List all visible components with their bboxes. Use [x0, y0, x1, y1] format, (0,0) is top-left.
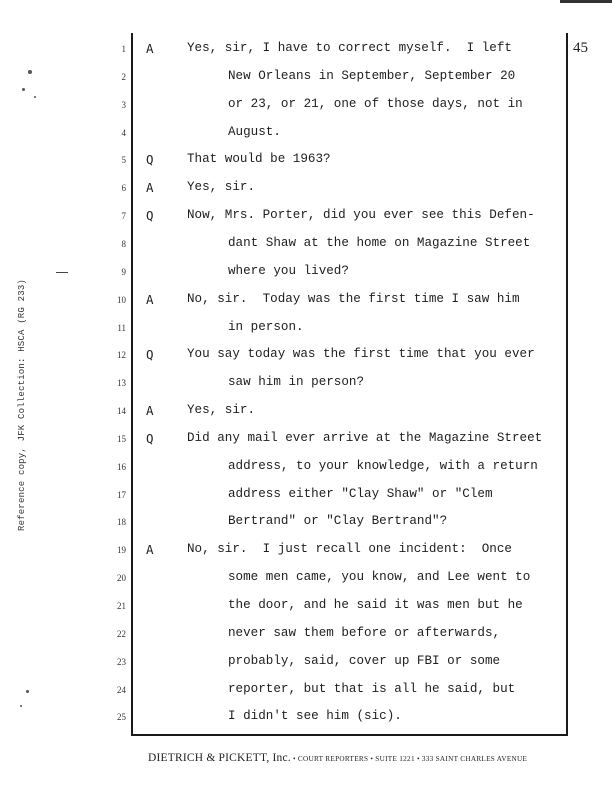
speaker-marker: A: [146, 41, 154, 56]
transcript-line: No, sir. I just recall one incident: Once: [187, 542, 512, 557]
line-number: 4: [121, 127, 126, 138]
line-number: 10: [117, 294, 126, 305]
transcript-line: That would be 1963?: [187, 152, 331, 167]
left-margin-rule: [131, 33, 133, 736]
line-number: 19: [117, 545, 126, 556]
transcript-line: Yes, sir.: [187, 180, 256, 195]
right-margin-rule: [566, 33, 568, 736]
line-number: 25: [117, 712, 126, 723]
transcript-line: Did any mail ever arrive at the Magazine Street: [187, 430, 543, 445]
line-number: 16: [117, 461, 126, 472]
transcript-line: in person.: [228, 319, 304, 334]
speaker-marker: A: [146, 291, 154, 307]
line-number: 11: [117, 322, 126, 333]
transcript-line: where you lived?: [228, 263, 349, 278]
page-number: 45: [573, 40, 588, 56]
line-number: 6: [121, 183, 126, 194]
transcript-line: Bertrand" or "Clay Bertrand"?: [228, 514, 448, 529]
transcript-line: dant Shaw at the home on Magazine Street: [228, 235, 531, 250]
transcript-line: probably, said, cover up FBI or some: [228, 653, 501, 668]
line-number: 9: [121, 266, 126, 277]
footer: [148, 748, 568, 766]
speaker-marker: Q: [146, 152, 154, 168]
transcript-line: or 23, or 21, one of those days, not in: [228, 96, 523, 111]
margin-speck: [28, 70, 32, 74]
transcript-line: saw him in person?: [228, 375, 365, 390]
line-number: 20: [117, 573, 126, 584]
transcript-line: Yes, sir, I have to correct myself. I left: [187, 41, 512, 55]
footer-details: • COURT REPORTERS • SUITE 1221 • 333 SAINT CHARLES AVENUE: [290, 755, 528, 763]
line-number: 7: [121, 211, 126, 222]
transcript-line: the door, and he said it was men but he: [228, 598, 523, 612]
margin-speck: [34, 96, 36, 98]
transcript-line: New Orleans in September, September 20: [228, 68, 516, 83]
top-edge-mark: [560, 0, 612, 3]
line-number: 12: [117, 350, 126, 361]
transcript-line: You say today was the first time that you ever: [187, 347, 535, 362]
line-number: 23: [117, 656, 126, 667]
line-number: 15: [117, 433, 126, 444]
transcript-line: I didn't see him (sic).: [228, 709, 402, 724]
line-number: 8: [121, 238, 126, 249]
bottom-rule: [131, 734, 568, 736]
speaker-marker: A: [146, 542, 154, 558]
side-archive-stamp: [8, 260, 36, 550]
transcript-line: address, to your knowledge, with a return: [228, 458, 538, 473]
line-number: 5: [121, 155, 126, 166]
margin-speck: [26, 690, 29, 693]
line-number: 24: [117, 684, 126, 695]
line-number: 22: [117, 628, 126, 639]
transcript-line: never saw them before or afterwards,: [228, 625, 501, 640]
transcript-line: address either "Clay Shaw" or "Clem: [228, 486, 493, 501]
line-number: 17: [117, 489, 126, 500]
speaker-marker: Q: [146, 208, 154, 224]
transcript-line: Yes, sir.: [187, 403, 256, 418]
speaker-marker: Q: [146, 347, 154, 363]
transcript-line: some men came, you know, and Lee went to: [228, 570, 531, 585]
speaker-marker: A: [146, 403, 154, 419]
margin-speck: [20, 705, 22, 707]
line-number: 2: [121, 71, 126, 82]
speaker-marker: A: [146, 180, 154, 196]
footer-firm: DIETRICH & PICKETT, Inc.: [148, 752, 291, 764]
transcript-line: No, sir. Today was the first time I saw him: [187, 291, 520, 306]
transcript-line: reporter, but that is all he said, but: [228, 681, 516, 696]
line-number: 1: [121, 44, 126, 54]
line-number: 21: [117, 601, 126, 611]
line-number: 3: [121, 99, 126, 110]
transcript-line: August.: [228, 124, 281, 139]
side-stamp-text: Reference copy, JFK Collection: HSCA (RG 233): [17, 278, 28, 532]
line-number: 14: [117, 406, 126, 417]
margin-dash: [56, 272, 68, 273]
margin-speck: [22, 88, 25, 91]
line-number: 13: [117, 378, 126, 389]
transcript-line: Now, Mrs. Porter, did you ever see this Defen-: [187, 208, 535, 223]
speaker-marker: Q: [146, 430, 154, 446]
line-number: 18: [117, 517, 126, 528]
